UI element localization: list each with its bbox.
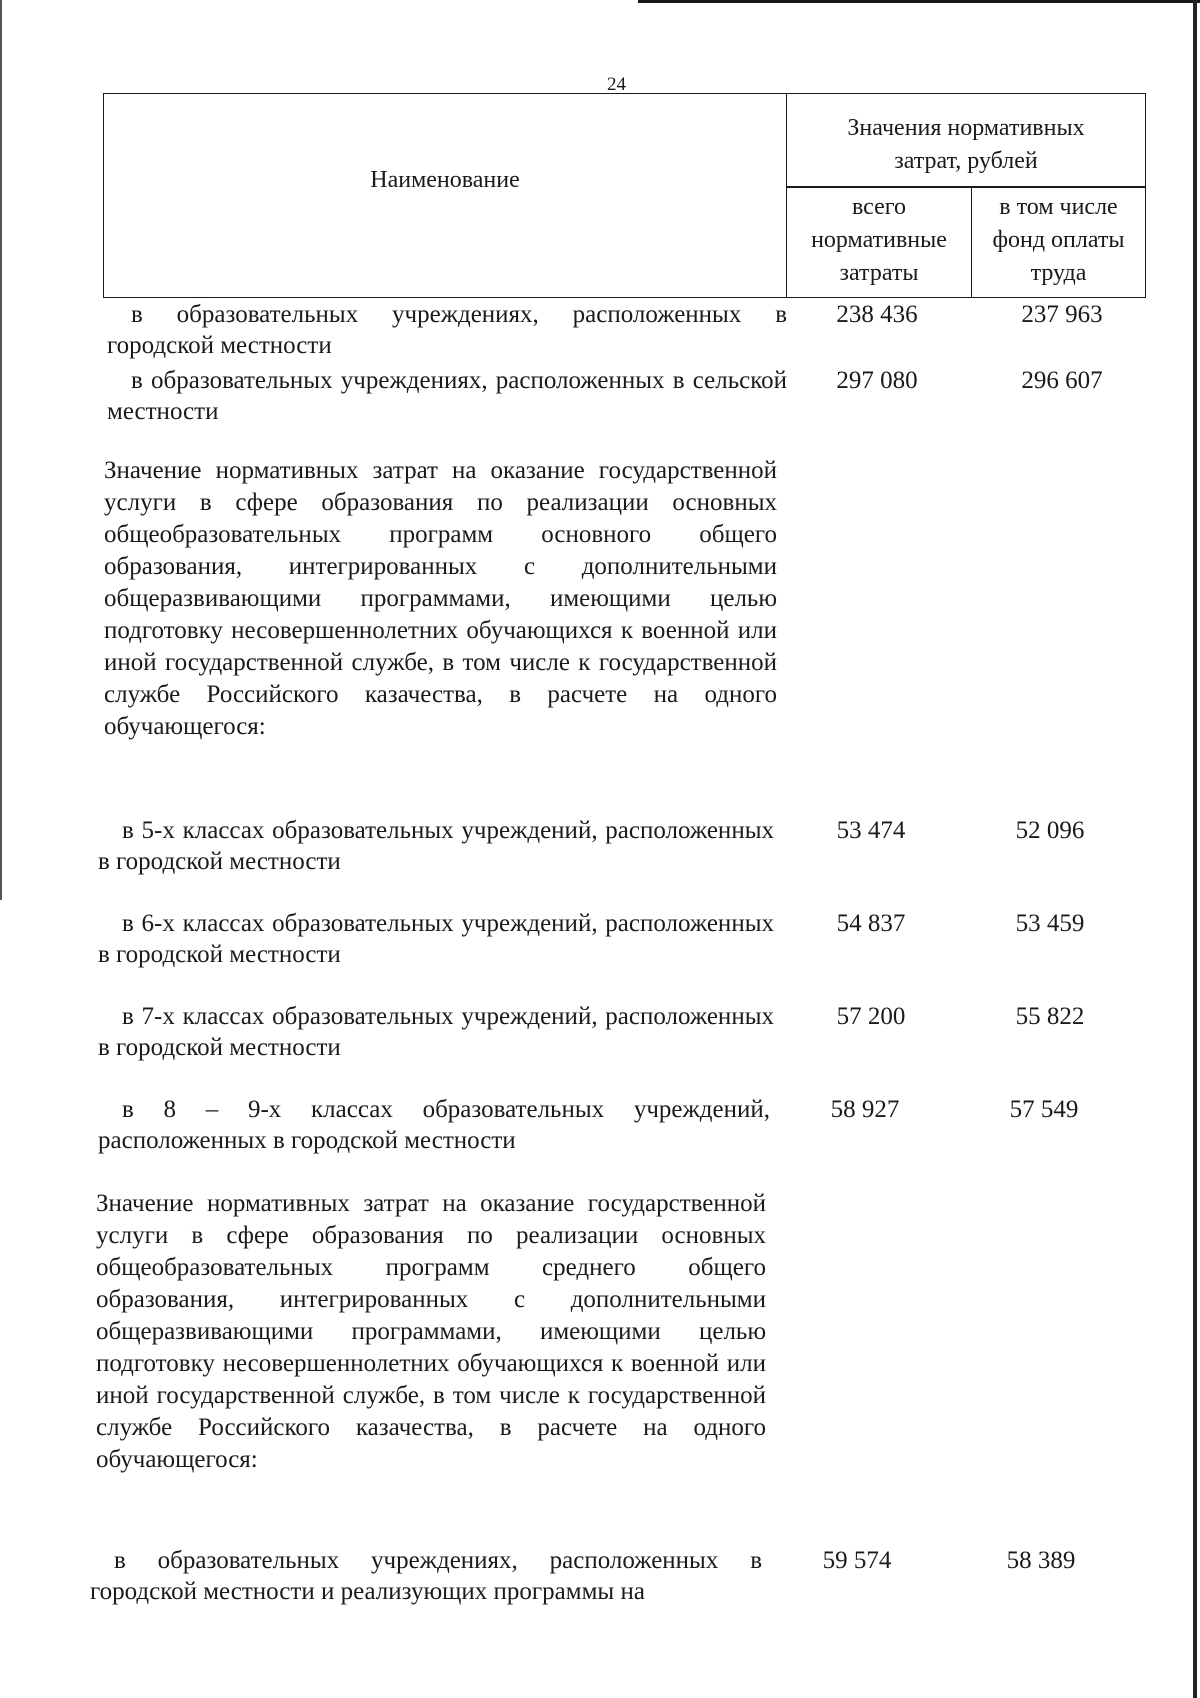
row-name: в 6-х классах образовательных учреждений, расположенных в городской местности (98, 910, 774, 968)
row-total-value: 58 927 (830, 1096, 900, 1123)
section-secondary-last-line: обучающегося: (96, 1446, 258, 1473)
row-fot-value: 53 459 (1015, 910, 1085, 937)
section-basic-text: Значение нормативных затрат на оказание государственной услуги в сфере образования по реализации основных общеобразовательных программ основного общего образования, интегрированных с дополнительными общеразвивающими программами, имеющими целью подготовку несовершеннолетних обучающихся к военной или иной государственной службе, в том числе к государственной службе Российского казачества, в расчете на одного (104, 457, 777, 708)
row-total-value: 57 200 (836, 1003, 906, 1030)
header-fot-label: в том числе фонд оплаты труда (992, 194, 1125, 286)
section-basic-last-line: обучающегося: (104, 713, 266, 740)
row-fot-value: 57 549 (1009, 1096, 1079, 1123)
row-fot-value: 296 607 (1021, 367, 1103, 394)
row-total-value: 54 837 (836, 910, 906, 937)
row-name: в образовательных учреждениях, расположенных в городской местности и реализующих программы на (90, 1547, 762, 1605)
header-name-label: Наименование (370, 167, 520, 193)
section-secondary-text: Значение нормативных затрат на оказание государственной услуги в сфере образования по реализации основных общеобразовательных программ среднего общего образования, интегрированных с дополнительными общеразвивающими программами, имеющими целью подготовку несовершеннолетних обучающихся к военной или иной государственной службе, в том числе к государственной службе Российского казачества, в расчете на одного (96, 1190, 766, 1441)
row-total-value: 59 574 (822, 1547, 892, 1574)
header-total-column (786, 186, 972, 298)
header-total-label: всего нормативные затраты (811, 194, 947, 286)
scan-border-left (0, 0, 2, 900)
row-name: в 5-х классах образовательных учреждений, расположенных в городской местности (98, 817, 774, 875)
row-fot-value: 55 822 (1015, 1003, 1085, 1030)
header-name-column (103, 93, 787, 298)
row-fot-value: 52 096 (1015, 817, 1085, 844)
row-total-value: 53 474 (836, 817, 906, 844)
row-fot-value: 58 389 (1006, 1547, 1076, 1574)
scan-border-top (638, 0, 1200, 3)
row-name: в образовательных учреждениях, расположенных в сельской местности (107, 367, 787, 425)
section-basic-heading (104, 455, 777, 743)
row-name: в образовательных учреждениях, расположенных в городской местности (107, 301, 787, 359)
scan-border-right (1193, 0, 1197, 1698)
page-number: 24 (607, 74, 626, 95)
row-name: в 8 – 9-х классах образовательных учреждений, расположенных в городской местности (98, 1096, 770, 1154)
header-fot-column (971, 186, 1146, 298)
header-values-group (786, 93, 1146, 188)
row-fot-value: 237 963 (1021, 301, 1103, 328)
section-secondary-heading (96, 1188, 766, 1476)
row-total-value: 238 436 (836, 301, 918, 328)
row-name: в 7-х классах образовательных учреждений, расположенных в городской местности (98, 1003, 774, 1061)
header-values-label: Значения нормативных затрат, рублей (847, 115, 1085, 174)
row-total-value: 297 080 (836, 367, 918, 394)
